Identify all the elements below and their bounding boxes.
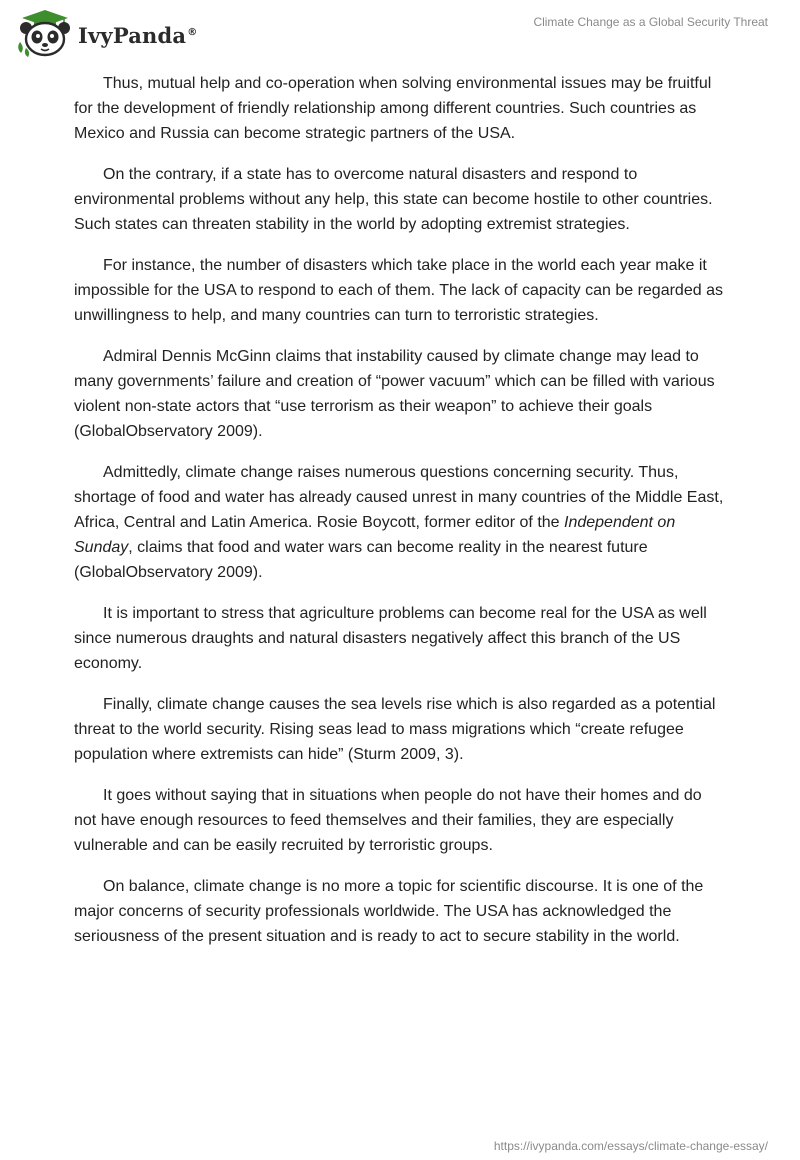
publication-title: Independent on Sunday: [74, 514, 676, 556]
logo-text: IvyPanda®: [78, 22, 198, 48]
essay-body: [74, 71, 726, 965]
paragraph-4: Admiral Dennis McGinn claims that instability caused by climate change may lead to many governments’ failure and creation of “power vacuum” which can be filled with various violent non-state actors that “use terrorism as their weapon” to achieve their goals (GlobalObservatory 2009).: [74, 348, 715, 440]
paragraph-7: Finally, climate change causes the sea levels rise which is also regarded as a potential threat to the world security. Rising seas lead to mass migrations which “create refugee population where extremists can hide” (Sturm 2009, 3).: [74, 696, 716, 763]
panda-logo-icon: [16, 8, 74, 58]
paragraph-5-text-before: Admittedly, climate change raises numerous questions concerning security. Thus, shortage of food and water has already caused unrest in many countries of the Middle East, Africa, Central and Latin America. Rosie Boycott, former editor of the: [74, 464, 724, 531]
paragraph-1: Thus, mutual help and co-operation when solving environmental issues may be fruitful for the development of friendly relationship among different countries. Such countries as Mexico and Russia can become strategic partners of the USA.: [74, 75, 712, 142]
paragraph-5: [74, 460, 726, 585]
paragraph-2: On the contrary, if a state has to overcome natural disasters and respond to environmental problems without any help, this state can become hostile to other countries. Such states can threaten stability in the world by adopting extremist strategies.: [74, 166, 713, 233]
ivypanda-logo[interactable]: [16, 8, 197, 58]
document-title: Climate Change as a Global Security Threat: [533, 15, 768, 29]
registered-mark: ®: [187, 26, 198, 38]
paragraph-5-text-after: , claims that food and water wars can become reality in the nearest future (GlobalObservatory 2009).: [74, 539, 648, 581]
paragraph-6: It is important to stress that agriculture problems can become real for the USA as well since numerous draughts and natural disasters negatively affect this branch of the US economy.: [74, 605, 707, 672]
paragraph-8: It goes without saying that in situations when people do not have their homes and do not have enough resources to feed themselves and their families, they are especially vulnerable and can be easily recruited by terroristic groups.: [74, 787, 702, 854]
paragraph-9: On balance, climate change is no more a topic for scientific discourse. It is one of the major concerns of security professionals worldwide. The USA has acknowledged the seriousness of the present situation and is ready to act to secure stability in the world.: [74, 878, 704, 945]
source-url[interactable]: https://ivypanda.com/essays/climate-change-essay/: [493, 1139, 768, 1153]
paragraph-3: For instance, the number of disasters which take place in the world each year make it impossible for the USA to respond to each of them. The lack of capacity can be regarded as unwillingness to help, and many countries can turn to terroristic strategies.: [74, 257, 723, 324]
page-header: [0, 0, 800, 70]
